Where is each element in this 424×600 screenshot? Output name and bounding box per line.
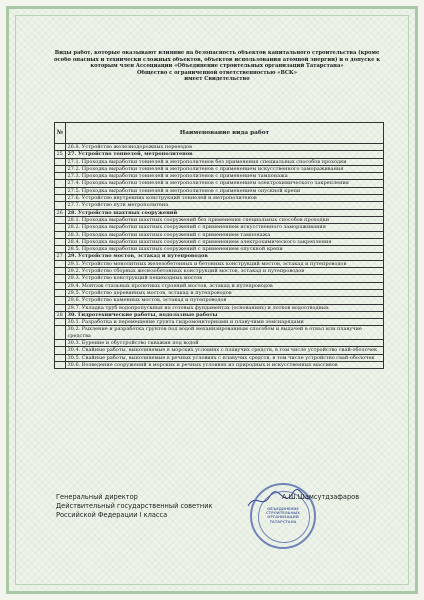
row-number (55, 268, 66, 275)
row-number (55, 289, 66, 296)
document-header (52, 50, 382, 83)
work-item: 28.1. Проходка выработки шахтных сооружений без применения специальных способов проходки (66, 216, 384, 223)
table-row (55, 238, 384, 245)
work-item: 30.4. Свайные работы, выполняемые в морских условиях с плавучих средств, в том числе устройство свай-оболочек (66, 347, 384, 354)
work-item: 29.3. Устройство конструкций пешеходных мостов (66, 275, 384, 282)
row-number (55, 202, 66, 209)
table-row (55, 260, 384, 267)
table-row (55, 144, 384, 151)
table-row (55, 224, 384, 231)
work-item: 30.6. Возведение сооружений в морских и речных условиях из природных и искусственных массивов (66, 361, 384, 368)
work-group-heading: 28. Устройство шахтных сооружений (66, 209, 384, 216)
row-number: 28 (55, 311, 66, 318)
column-header-name: Наименование вида работ (66, 123, 384, 144)
table-row (55, 340, 384, 347)
table-row (55, 151, 384, 158)
row-number (55, 340, 66, 347)
work-item: 30.3. Бурение и обустройство скважин под водой (66, 340, 384, 347)
table-row (55, 253, 384, 260)
row-number: 25 (55, 151, 66, 158)
row-number (55, 224, 66, 231)
table-row (55, 231, 384, 238)
work-item: 26.8. Устройство железнодорожных переездов (66, 144, 384, 151)
signature-block (56, 493, 212, 520)
table-row (55, 209, 384, 216)
table-row (55, 195, 384, 202)
row-number (55, 347, 66, 354)
table-row (55, 354, 384, 361)
table-row (55, 268, 384, 275)
work-item: 27.5. Проходка выработки тоннелей и метрополитенов с применением опускной крепи (66, 187, 384, 194)
row-number (55, 144, 66, 151)
row-number (55, 275, 66, 282)
work-item: 29.6. Устройство каменных мостов, эстакад и путепроводов (66, 297, 384, 304)
row-number: 27 (55, 253, 66, 260)
row-number (55, 216, 66, 223)
table-row (55, 347, 384, 354)
work-item: 29.2. Устройство сборных железобетонных конструкций мостов, эстакад и путепроводов (66, 268, 384, 275)
header-line: особо опасных и технически сложных объектов, объектов использования атомной энергии) и о допуске к (54, 56, 380, 63)
row-number (55, 326, 66, 340)
work-types-table (54, 122, 384, 369)
signer-name: А.Ш.Шамсутдзафаров (282, 493, 360, 501)
row-number (55, 195, 66, 202)
table-row (55, 165, 384, 172)
row-number (55, 158, 66, 165)
row-number (55, 304, 66, 311)
row-number: 26 (55, 209, 66, 216)
table-row (55, 311, 384, 318)
table-row (55, 216, 384, 223)
row-number (55, 282, 66, 289)
table-row (55, 202, 384, 209)
header-line: имеет Свидетельство (184, 76, 250, 83)
work-item: 29.1. Устройство монолитных железобетонных и бетонных конструкций мостов, эстакад и путепроводов (66, 260, 384, 267)
row-number (55, 297, 66, 304)
table-row (55, 304, 384, 311)
table-row (55, 158, 384, 165)
work-item: 28.2. Проходка выработки шахтных сооружений с применением искусственного замораживания (66, 224, 384, 231)
work-group-heading: 30. Гидротехнические работы, водолазные работы (66, 311, 384, 318)
work-item: 28.5. Проходка выработки шахтных сооружений с применением опускной крепи (66, 246, 384, 253)
row-number (55, 231, 66, 238)
work-item: 27.4. Проходка выработки тоннелей и метрополитенов с применением электрохимического закрепления (66, 180, 384, 187)
work-item: 30.2. Рыхление и разработка грунтов под водой механизированным способом и выдачей в отвал или плавучие средства (66, 326, 384, 340)
column-header-number: № (55, 123, 66, 144)
table-row (55, 319, 384, 326)
row-number (55, 187, 66, 194)
header-line: Виды работ, которые оказывают влияние на безопасность объектов капитального строительства (кроме (54, 50, 380, 56)
table-row (55, 173, 384, 180)
row-number (55, 173, 66, 180)
work-item: 30.1. Разработка и перемещение грунта гидромониторными и плавучими земснарядами (66, 319, 384, 326)
table-row (55, 326, 384, 340)
work-item: 29.4. Монтаж стальных пролетных строений мостов, эстакад и путепроводов (66, 282, 384, 289)
table-row (55, 361, 384, 368)
header-line: Общество с ограниченной ответственностью «ВСК» (136, 69, 298, 76)
table-row (55, 187, 384, 194)
work-item: 29.7. Укладка труб водопропускных на готовых фундаментах (основаниях) и лотков водоотводных (66, 304, 384, 311)
signer-title-line: Действительный государственный советник (56, 502, 213, 510)
work-item: 27.2. Проходка выработки тоннелей и метрополитенов с применением искусственного замораживания (66, 165, 384, 172)
row-number (55, 180, 66, 187)
table-row (55, 289, 384, 296)
signer-title-line: Российской Федерации I класса (56, 511, 168, 519)
work-item: 27.7. Устройство пути метрополитена (66, 202, 384, 209)
work-item: 28.4. Проходка выработки шахтных сооружений с применением электрохимического закрепления (66, 238, 384, 245)
stamp-text: ОБЪЕДИНЕНИЕ СТРОИТЕЛЬНЫХ ОРГАНИЗАЦИЙ ТАТАРСТАНА (266, 507, 300, 524)
table-row (55, 246, 384, 253)
row-number (55, 260, 66, 267)
row-number (55, 319, 66, 326)
table-row (55, 180, 384, 187)
signer-title-line: Генеральный директор (56, 493, 138, 501)
row-number (55, 354, 66, 361)
table-row (55, 297, 384, 304)
row-number (55, 246, 66, 253)
work-group-heading: 29. Устройство мостов, эстакад и путепроводов (66, 253, 384, 260)
table-row (55, 275, 384, 282)
work-item: 28.3. Проходка выработки шахтных сооружений с применением тампонажа (66, 231, 384, 238)
table-row (55, 282, 384, 289)
header-line: которым член Ассоциации «Объединение строительных организаций Татарстана» (90, 63, 344, 70)
row-number (55, 361, 66, 368)
work-item: 29.5. Устройство деревянных мостов, эстакад и путепроводов (66, 289, 384, 296)
work-group-heading: 27. Устройство тоннелей, метрополитенов (66, 151, 384, 158)
row-number (55, 165, 66, 172)
work-item: 27.6. Устройство внутренних конструкций тоннелей и метрополитенов (66, 195, 384, 202)
row-number (55, 238, 66, 245)
work-item: 27.3. Проходка выработки тоннелей и метрополитенов с применением тампонажа (66, 173, 384, 180)
table-header-row (55, 123, 384, 144)
work-item: 27.1. Проходка выработки тоннелей и метрополитенов без применения специальных способов проходки (66, 158, 384, 165)
work-item: 30.5. Свайные работы, выполняемые в речных условиях с плавучих средств, в том числе устройство свай-оболочек (66, 354, 384, 361)
